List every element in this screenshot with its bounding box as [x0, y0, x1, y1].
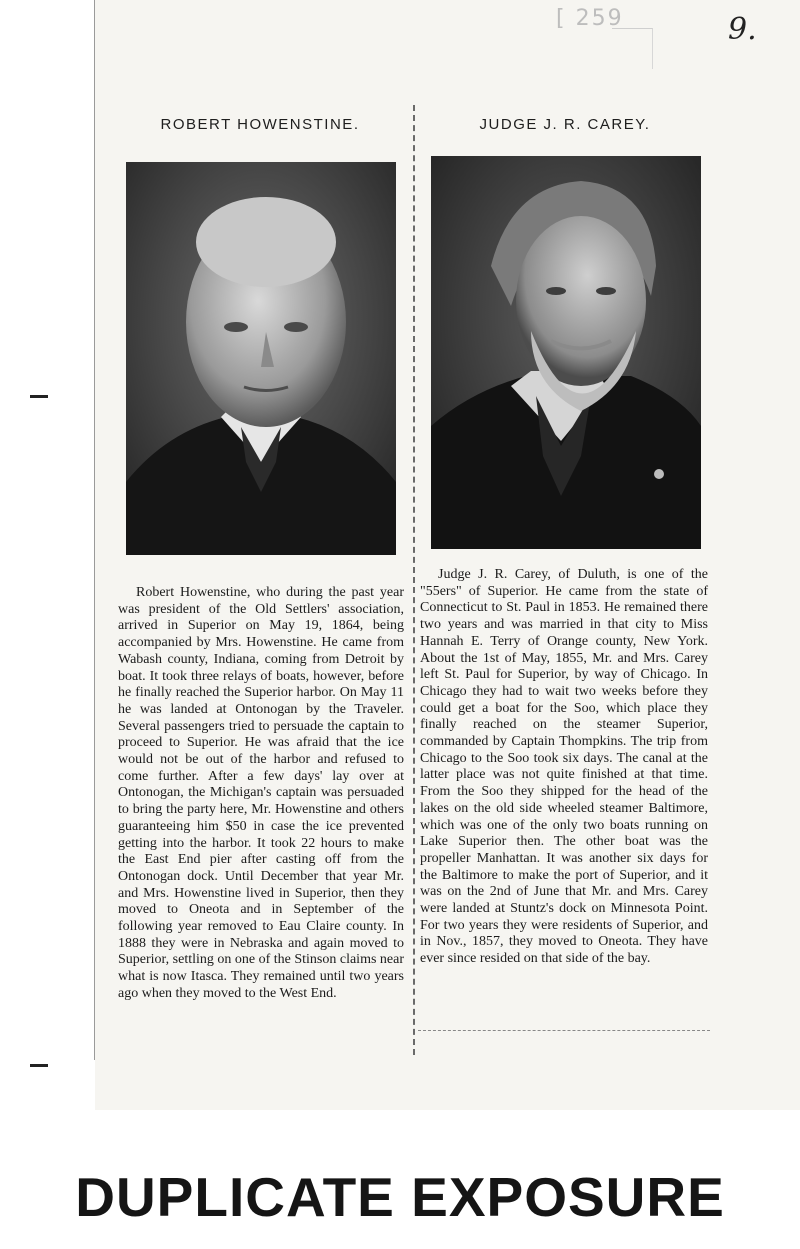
pencil-stroke: [612, 28, 653, 69]
article-robert-howenstine: Robert Howenstine, who during the past year was president of the Old Settlers' association, arrived in Superior on May 19, 1864, being accompanied by Mrs. Howenstine. He came from Wabash county, Indiana, coming from Detroit by boat. It took three relays of boats, however, before he finally reached the Superior harbor. On May 11 he was landed at Ontonogan by the Traveler. Several passengers tried to persuade the captain to proceed to Superior. He was afraid that the ice would not be out of the harbor and refused to come further. After a few days' lay over at Ontonogan, the Michigan's captain was persuaded to bring the party here, Mr. Howenstine and others guaranteeing him $50 in case the ice prevented getting into the harbor. It took 22 hours to make the East End pier after casting off from the Ontonogan dock. Until December that year Mr. and Mrs. Howenstine lived in Superior, then they moved to Oneota and in September of the following year removed to Eau Claire county. In 1888 they were in Nebraska and again moved to Superior, settling on one of the Stinson claims near what is now Itasca. They remained until two years ago when they moved to the West End.: [118, 585, 405, 1001]
portrait-judge-carey: [431, 156, 701, 549]
article-judge-carey: Judge J. R. Carey, of Duluth, is one of the "55ers" of Superior. He came from the state of Connecticut to St. Paul in 1853. He remained there two years and was married in that city to Miss Hannah E. Terry of Orange county, New York. About the 1st of May, 1855, Mr. and Mrs. Carey left St. Paul for Superior, by way of Chicago. In Chicago they had to wait two weeks before they could get a boat for the Soo, which place they finally reached on the steamer Superior, commanded by Captain Thompkins. The trip from Chicago to the Soo took six days. The canal at the latter place was not quite finished at that time. From the Soo they shipped for the head of the lakes on the old side wheeled steamer Baltimore, which was one of the only two boats running on Lake Superior then. The other boat was the propeller Manhattan. It was another six days for the Baltimore to make the port of Superior, and it was on the 2nd of June that Mr. and Mrs. Carey were landed at Stuntz's dock on Minnesota Point. For two years they were residents of Superior, and in Nov., 1857, they moved to Oneota. They have ever since resided on that side of the bay.: [420, 567, 708, 967]
scan-margin: [0, 0, 94, 1100]
page-number: 9.: [728, 12, 757, 47]
scan-mark-top: [30, 395, 48, 398]
column-divider: [413, 105, 415, 1055]
column-end-rule: [418, 1030, 710, 1031]
heading-judge-carey: JUDGE J. R. CAREY.: [479, 116, 651, 133]
portrait-carey-image: [431, 156, 701, 549]
duplicate-exposure-banner: DUPLICATE EXPOSURE: [75, 1166, 725, 1228]
heading-robert-howenstine: ROBERT HOWENSTINE.: [160, 116, 360, 133]
portrait-robert-howenstine: [126, 162, 396, 555]
portrait-howenstine-image: [126, 162, 396, 555]
pencil-annotation: [ 259: [556, 6, 624, 31]
scan-mark-bottom: [30, 1064, 48, 1067]
